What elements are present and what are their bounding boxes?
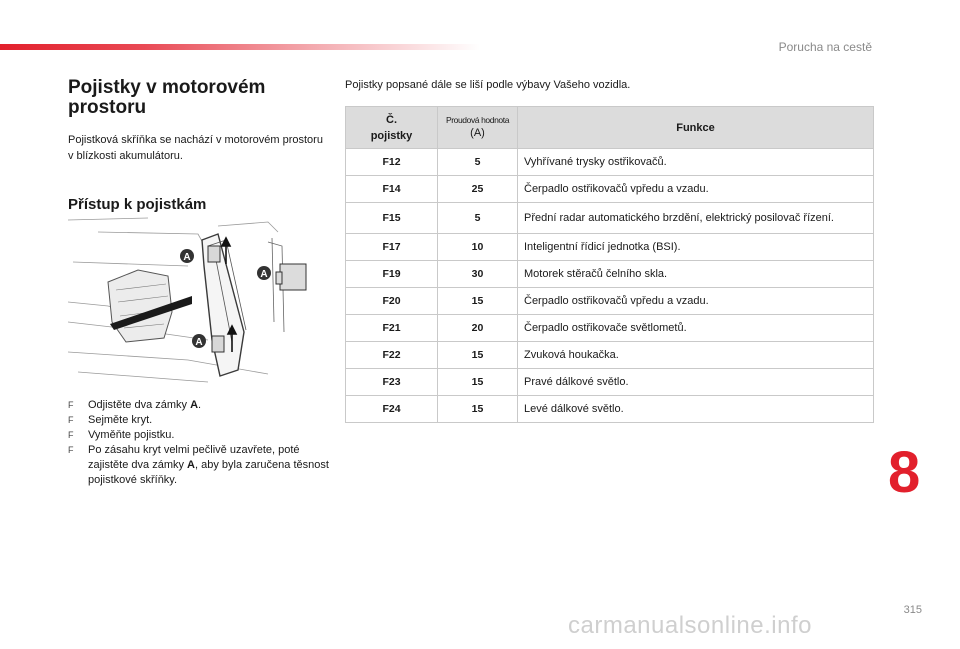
fuse-function: Čerpadlo ostřikovačů vpředu a vzadu.	[518, 288, 874, 315]
table-row	[346, 396, 874, 423]
header-fuse-number-line1: Č.	[386, 113, 397, 126]
bullet-icon: F	[68, 415, 74, 425]
fuse-number: F15	[346, 203, 438, 234]
left-column	[68, 78, 330, 213]
step-bold: A	[190, 399, 199, 411]
fuse-amperage: 30	[438, 261, 518, 288]
fuse-number: F21	[346, 315, 438, 342]
step-text: Odjistěte dva zámky	[88, 399, 191, 411]
bullet-icon: F	[68, 445, 74, 455]
step-text-end: , aby byla zaručena těsnost pojistkové skříňky.	[88, 459, 329, 486]
header-fuse-number	[346, 107, 438, 149]
fuse-function: Inteligentní řídicí jednotka (BSI).	[518, 234, 874, 261]
step-text-end: .	[198, 399, 202, 411]
step-bold: A	[187, 459, 195, 471]
table-row	[346, 315, 874, 342]
subsection-title: Přístup k pojistkám	[68, 196, 207, 213]
table-row	[346, 176, 874, 203]
step-text: Po zásahu kryt velmi pečlivě uzavřete, poté zajistěte dva zámky	[88, 444, 300, 471]
intro-paragraph: Pojistková skříňka se nachází v motorovém prostoru v blízkosti akumulátoru.	[68, 134, 323, 162]
fuse-number: F22	[346, 342, 438, 369]
fuse-amperage: 10	[438, 234, 518, 261]
section-title	[68, 78, 330, 118]
fuse-number: F17	[346, 234, 438, 261]
fuse-function: Vyhřívané trysky ostřikovačů.	[518, 149, 874, 176]
fuse-amperage: 5	[438, 149, 518, 176]
fuse-box-drawing	[68, 212, 330, 388]
fuse-box-illustration	[68, 212, 330, 388]
section-title-line1: Pojistky v motorovém	[68, 77, 266, 98]
callout-a-top: A	[183, 252, 191, 263]
fuse-number: F24	[346, 396, 438, 423]
header-function: Funkce	[518, 107, 874, 149]
fuse-amperage: 15	[438, 288, 518, 315]
instruction-list	[68, 398, 330, 488]
fuse-number: F23	[346, 369, 438, 396]
table-row	[346, 203, 874, 234]
instruction-item	[68, 443, 330, 488]
fuse-function: Levé dálkové světlo.	[518, 396, 874, 423]
fuse-number: F12	[346, 149, 438, 176]
header-current-unit: (A)	[470, 127, 485, 139]
table-row	[346, 261, 874, 288]
fuse-amperage: 25	[438, 176, 518, 203]
table-row	[346, 149, 874, 176]
step-text: Vyměňte pojistku.	[88, 429, 175, 441]
fuse-number: F14	[346, 176, 438, 203]
page-number: 315	[903, 604, 922, 616]
table-row	[346, 369, 874, 396]
instruction-item	[68, 413, 330, 428]
fuse-function: Pravé dálkové světlo.	[518, 369, 874, 396]
table-row	[346, 234, 874, 261]
fuse-function: Přední radar automatického brzdění, elektrický posilovač řízení.	[518, 203, 874, 234]
fuse-table	[345, 106, 874, 423]
instruction-item	[68, 398, 330, 413]
header-current-rating	[438, 107, 518, 149]
fuse-function: Zvuková houkačka.	[518, 342, 874, 369]
header-current-label: Proudová hodnota	[445, 115, 510, 125]
fuse-function: Čerpadlo ostřikovače světlometů.	[518, 315, 874, 342]
table-note: Pojistky popsané dále se liší podle výbavy Vašeho vozidla.	[345, 79, 631, 91]
instruction-item	[68, 428, 330, 443]
callout-a-bottom: A	[195, 337, 203, 348]
fuse-amperage: 20	[438, 315, 518, 342]
table-header-row	[346, 107, 874, 149]
watermark: carmanualsonline.info	[568, 612, 812, 639]
fuse-amperage: 15	[438, 342, 518, 369]
bullet-icon: F	[68, 400, 74, 410]
bullet-icon: F	[68, 430, 74, 440]
fuse-amperage: 15	[438, 369, 518, 396]
fuse-function: Čerpadlo ostřikovačů vpředu a vzadu.	[518, 176, 874, 203]
step-text: Sejměte kryt.	[88, 414, 153, 426]
header-accent-bar	[0, 44, 480, 50]
table-row	[346, 342, 874, 369]
right-column	[345, 78, 874, 92]
fuse-number: F19	[346, 261, 438, 288]
fuse-number: F20	[346, 288, 438, 315]
chapter-title: Porucha na cestě	[778, 40, 872, 54]
fuse-function: Motorek stěračů čelního skla.	[518, 261, 874, 288]
fuse-amperage: 5	[438, 203, 518, 234]
section-title-line2: prostoru	[68, 97, 147, 118]
callout-a-right: A	[260, 269, 268, 280]
chapter-number: 8	[888, 440, 921, 505]
table-row	[346, 288, 874, 315]
fuse-amperage: 15	[438, 396, 518, 423]
header-fuse-number-line2: pojistky	[370, 129, 413, 142]
